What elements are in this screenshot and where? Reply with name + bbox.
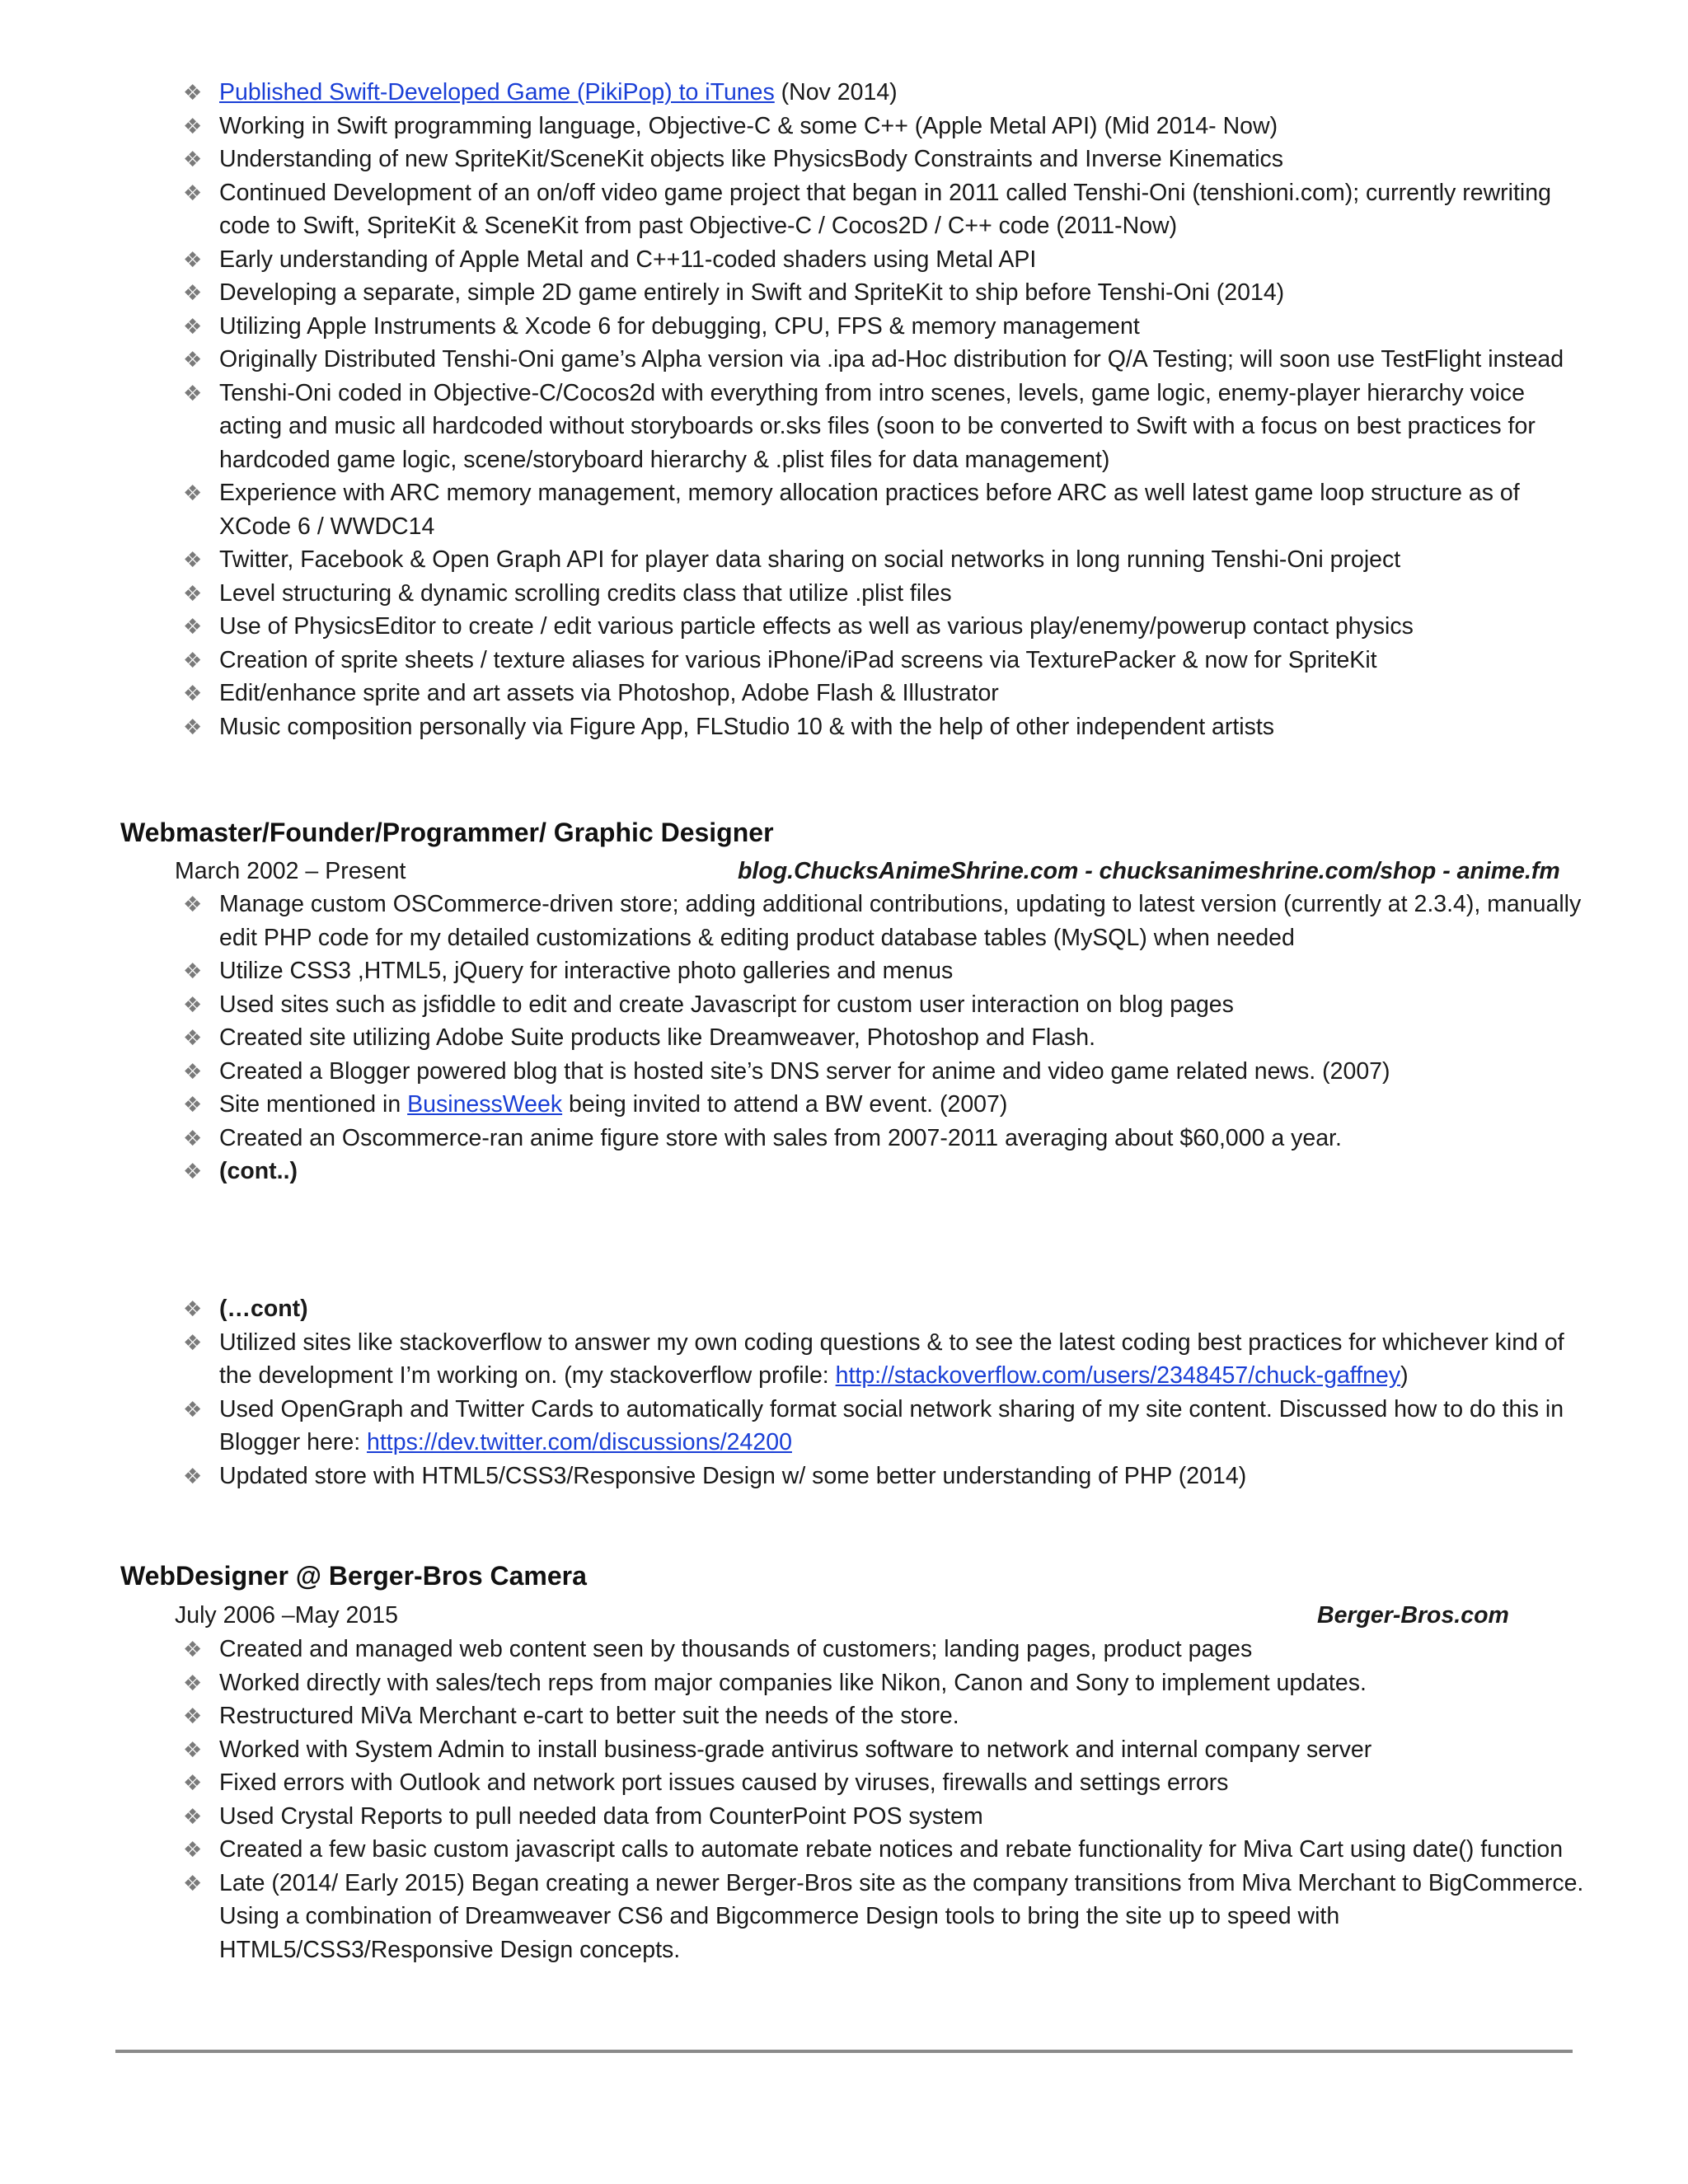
diamond-bullet-icon: ❖ <box>183 380 203 405</box>
list-item <box>183 954 1584 988</box>
list-item <box>183 1666 1584 1700</box>
item-text: Originally Distributed Tenshi-Oni game’s Alpha version via .ipa ad-Hoc distribution for Q/A Testing; will soon use TestFlight instead <box>219 346 1564 373</box>
list-item <box>183 988 1584 1022</box>
item-text: Level structuring & dynamic scrolling credits class that utilize .plist files <box>219 579 952 607</box>
list-item <box>183 176 1584 243</box>
item-text: Used Crystal Reports to pull needed data from CounterPoint POS system <box>219 1802 983 1830</box>
list-item <box>183 310 1584 344</box>
diamond-bullet-icon: ❖ <box>183 147 203 171</box>
list-item <box>183 1800 1584 1834</box>
list-item <box>183 543 1584 577</box>
job2-dates: July 2006 –May 2015 <box>175 1602 398 1629</box>
item-text: Working in Swift programming language, Objective-C & some C++ (Apple Metal API) (Mid 2014- Now) <box>219 112 1278 139</box>
list-item <box>183 1766 1584 1800</box>
list-item <box>183 644 1584 677</box>
diamond-bullet-icon: ❖ <box>183 1396 203 1422</box>
diamond-bullet-icon: ❖ <box>183 580 203 606</box>
diamond-bullet-icon: ❖ <box>183 113 203 138</box>
diamond-bullet-icon: ❖ <box>183 1463 203 1488</box>
list-item <box>183 1699 1584 1733</box>
diamond-bullet-icon: ❖ <box>183 1637 203 1661</box>
list-item <box>183 577 1584 611</box>
item-text: Use of PhysicsEditor to create / edit various particle effects as well as various play/enemy/powerup contact physics <box>219 613 1414 640</box>
list-item <box>183 1055 1584 1089</box>
item-text: Continued Development of an on/off video game project that began in 2011 called Tenshi-Oni (tenshioni.com); currently rewriting code to Swift, SpriteKit & SceneKit from past Objective-C / Cocos2D / C++ code (2011-Now) <box>219 179 1551 239</box>
job1-dates: March 2002 – Present <box>175 858 406 884</box>
item-text: (Nov 2014) <box>774 79 898 105</box>
diamond-bullet-icon: ❖ <box>183 246 203 272</box>
list-item <box>183 1833 1584 1867</box>
item-text: Tenshi-Oni coded in Objective-C/Cocos2d with everything from intro scenes, levels, game logic, enemy-player hierarchy voice acting and music all hardcoded without storyboards or.sks files (soon to be converted to Swift with a focus on best practices for hardcoded game logic, scene/storyboard hierarchy & .plist files for data management) <box>219 379 1536 473</box>
diamond-bullet-icon: ❖ <box>183 1125 203 1151</box>
job1-list <box>183 888 1584 1188</box>
list-item <box>183 343 1584 377</box>
item-text: Created site utilizing Adobe Suite products like Dreamweaver, Photoshop and Flash. <box>219 1024 1096 1051</box>
list-item <box>183 1326 1584 1393</box>
list-item <box>183 888 1584 954</box>
list-item <box>183 1393 1584 1460</box>
diamond-bullet-icon: ❖ <box>183 547 203 572</box>
job1-sites: blog.ChucksAnimeShrine.com - chucksanimeshrine.com/shop - anime.fm <box>738 858 1560 884</box>
diamond-bullet-icon: ❖ <box>183 991 203 1017</box>
item-text: Created a few basic custom javascript calls to automate rebate notices and rebate functionality for Miva Cart using date() function <box>219 1836 1564 1863</box>
job1-title: Webmaster/Founder/Programmer/ Graphic Designer <box>120 818 774 847</box>
item-text: Early understanding of Apple Metal and C++11-coded shaders using Metal API <box>219 246 1037 273</box>
diamond-bullet-icon: ❖ <box>183 1296 203 1321</box>
list-item <box>183 1155 1584 1188</box>
game-dev-list <box>183 76 1584 743</box>
item-text: Utilizing Apple Instruments & Xcode 6 for debugging, CPU, FPS & memory management <box>219 312 1140 340</box>
item-text: Twitter, Facebook & Open Graph API for player data sharing on social networks in long running Tenshi-Oni project <box>219 546 1401 573</box>
item-text: Worked directly with sales/tech reps from major companies like Nikon, Canon and Sony to implement updates. <box>219 1669 1367 1696</box>
pikipop-itunes-link[interactable]: Published Swift-Developed Game (PikiPop) to iTunes <box>219 79 775 105</box>
item-text: Creation of sprite sheets / texture aliases for various iPhone/iPad screens via TexturePacker & now for SpriteKit <box>219 646 1377 673</box>
list-item <box>183 276 1584 310</box>
list-item <box>183 1633 1584 1666</box>
list-item <box>183 1021 1584 1055</box>
job2-list <box>183 1633 1584 1966</box>
diamond-bullet-icon: ❖ <box>183 714 203 739</box>
list-item <box>183 76 1584 110</box>
item-text: ) <box>1400 1362 1409 1389</box>
diamond-bullet-icon: ❖ <box>183 1837 203 1862</box>
diamond-bullet-icon: ❖ <box>183 313 203 339</box>
item-text: Utilized sites like stackoverflow to answer my own coding questions & to see the latest coding best practices for whichever kind of the development I’m working on. (my stackoverflow profile: <box>219 1329 1564 1389</box>
list-item <box>183 710 1584 744</box>
continued-marker: (…cont) <box>219 1296 308 1322</box>
diamond-bullet-icon: ❖ <box>183 1092 203 1117</box>
diamond-bullet-icon: ❖ <box>183 681 203 705</box>
item-text: Manage custom OSCommerce-driven store; adding additional contributions, updating to latest version (currently at 2.3.4), manually edit PHP code for my detailed customizations & editing product database tables (MySQL) when needed <box>219 891 1582 951</box>
diamond-bullet-icon: ❖ <box>183 614 203 639</box>
twitter-discussion-link[interactable]: https://dev.twitter.com/discussions/24200 <box>367 1429 792 1455</box>
diamond-bullet-icon: ❖ <box>183 1159 203 1183</box>
list-item <box>183 1292 1584 1326</box>
footer-divider <box>115 2050 1573 2053</box>
diamond-bullet-icon: ❖ <box>183 1704 203 1728</box>
diamond-bullet-icon: ❖ <box>183 480 203 505</box>
item-text: Used OpenGraph and Twitter Cards to automatically format social network sharing of my site content. Discussed how to do this in Blogger here: <box>219 1395 1564 1455</box>
item-text: Used sites such as jsfiddle to edit and create Javascript for custom user interaction on blog pages <box>219 991 1234 1018</box>
diamond-bullet-icon: ❖ <box>183 1025 203 1050</box>
list-item <box>183 677 1584 710</box>
item-text: Edit/enhance sprite and art assets via Photoshop, Adobe Flash & Illustrator <box>219 680 999 706</box>
item-text: Developing a separate, simple 2D game entirely in Swift and SpriteKit to ship before Tenshi-Oni (2014) <box>219 279 1285 306</box>
item-text: Worked with System Admin to install business-grade antivirus software to network and internal company server <box>219 1736 1372 1763</box>
item-text: Restructured MiVa Merchant e-cart to better suit the needs of the store. <box>219 1703 959 1729</box>
diamond-bullet-icon: ❖ <box>183 1870 203 1896</box>
item-text: Created an Oscommerce-ran anime figure store with sales from 2007-2011 averaging about $60,000 a year. <box>219 1124 1342 1151</box>
list-item <box>183 1460 1584 1493</box>
item-text: being invited to attend a BW event. (2007) <box>562 1091 1008 1118</box>
diamond-bullet-icon: ❖ <box>183 1329 203 1355</box>
diamond-bullet-icon: ❖ <box>183 347 203 372</box>
item-text: Late (2014/ Early 2015) Began creating a newer Berger-Bros site as the company transitions from Miva Merchant to BigCommerce. Using a combination of Dreamweaver CS6 and Bigcommerce Design tools to bring the site up to speed with HTML5/CSS3/Responsive Design concepts. <box>219 1869 1584 1963</box>
item-text: Utilize CSS3 ,HTML5, jQuery for interactive photo galleries and menus <box>219 958 954 984</box>
list-item <box>183 1733 1584 1767</box>
list-item <box>183 243 1584 277</box>
item-text: Fixed errors with Outlook and network port issues caused by viruses, firewalls and settings errors <box>219 1769 1229 1796</box>
diamond-bullet-icon: ❖ <box>183 1058 203 1084</box>
item-text: Site mentioned in <box>219 1091 408 1118</box>
continued-marker: (cont..) <box>219 1158 298 1184</box>
diamond-bullet-icon: ❖ <box>183 647 203 673</box>
job2-title: WebDesigner @ Berger-Bros Camera <box>120 1561 587 1591</box>
item-text: Updated store with HTML5/CSS3/Responsive Design w/ some better understanding of PHP (2014) <box>219 1462 1247 1489</box>
diamond-bullet-icon: ❖ <box>183 892 203 916</box>
diamond-bullet-icon: ❖ <box>183 1803 203 1829</box>
list-item <box>183 476 1584 543</box>
diamond-bullet-icon: ❖ <box>183 180 203 205</box>
diamond-bullet-icon: ❖ <box>183 280 203 305</box>
diamond-bullet-icon: ❖ <box>183 958 203 983</box>
list-item <box>183 377 1584 477</box>
list-item <box>183 143 1584 176</box>
diamond-bullet-icon: ❖ <box>183 1736 203 1762</box>
list-item <box>183 610 1584 644</box>
item-text: Experience with ARC memory management, memory allocation practices before ARC as well latest game loop structure as of XCode 6 / WWDC14 <box>219 480 1520 540</box>
item-text: Music composition personally via Figure App, FLStudio 10 & with the help of other independent artists <box>219 713 1275 740</box>
list-item <box>183 1122 1584 1155</box>
list-item <box>183 1867 1584 1967</box>
item-text: Understanding of new SpriteKit/SceneKit objects like PhysicsBody Constraints and Inverse Kinematics <box>219 146 1284 172</box>
job1-list-continued <box>183 1292 1584 1493</box>
item-text: Created a Blogger powered blog that is hosted site’s DNS server for anime and video game related news. (2007) <box>219 1057 1390 1085</box>
diamond-bullet-icon: ❖ <box>183 80 203 105</box>
list-item <box>183 1088 1584 1122</box>
job2-sites: Berger-Bros.com <box>1317 1602 1509 1629</box>
stackoverflow-profile-link[interactable]: http://stackoverflow.com/users/2348457/chuck-gaffney <box>835 1362 1401 1389</box>
item-text: Created and managed web content seen by thousands of customers; landing pages, product pages <box>219 1636 1253 1662</box>
diamond-bullet-icon: ❖ <box>183 1770 203 1795</box>
businessweek-link[interactable]: BusinessWeek <box>407 1091 563 1118</box>
diamond-bullet-icon: ❖ <box>183 1670 203 1695</box>
list-item <box>183 110 1584 143</box>
